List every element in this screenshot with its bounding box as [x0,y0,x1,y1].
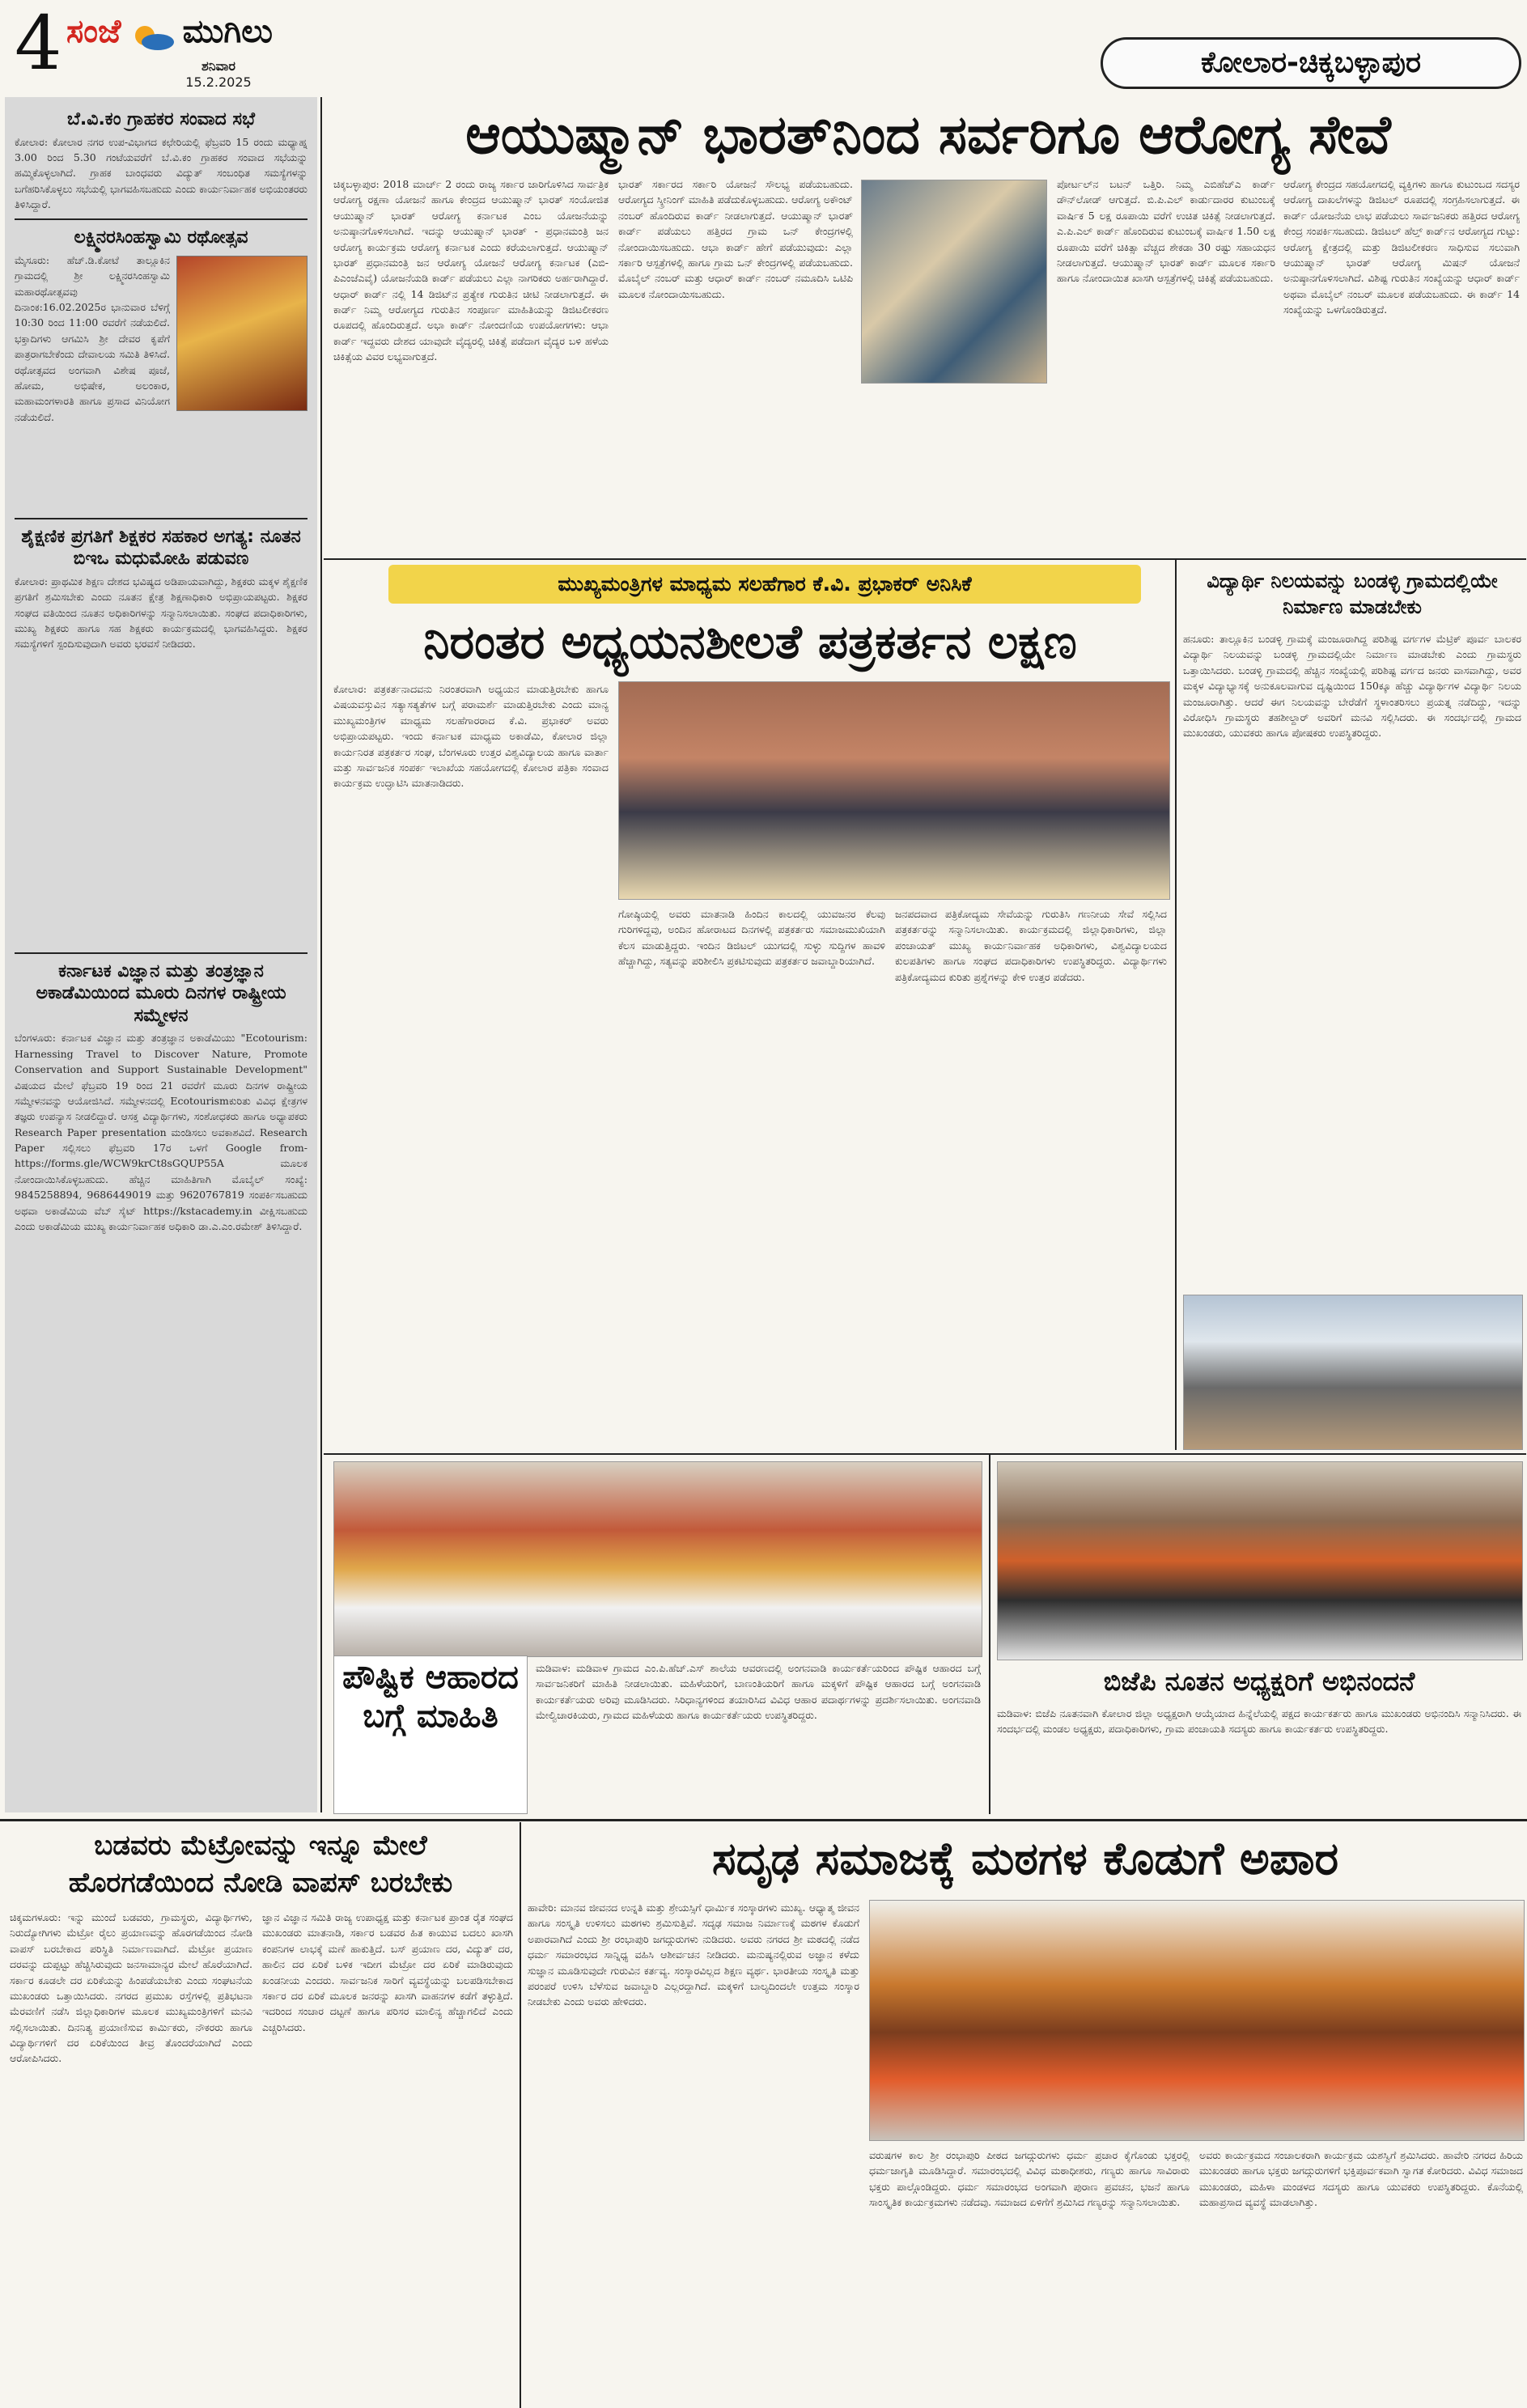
page-number: 4 [15,0,62,87]
bjp-body: ಮಡಿವಾಳ: ಬಿಜೆಪಿ ನೂತನವಾಗಿ ಕೋಲಾರ ಜಿಲ್ಲಾ ಅಧ್ಯಕ್ಷರಾಗಿ ಆಯ್ಕೆಯಾದ ಹಿನ್ನೆಲೆಯಲ್ಲಿ ಪಕ್ಷದ ಕಾರ್ಯಕರ್ತರು ಹಾಗೂ ಮುಖಂಡರು ಅಭಿನಂದಿಸಿ ಸನ್ಮಾನಿಸಿದರು. ಈ ಸಂದರ್ಭದಲ್ಲಿ ಮಂಡಲ ಅಧ್ಯಕ್ಷರು, ಪದಾಧಿಕಾರಿಗಳು, ಗ್ರಾಮ ಪಂಚಾಯತಿ ಸದಸ್ಯರು ಹಾಗೂ ಕಾರ್ಯಕರ್ತರು ಉಪಸ್ಥಿತರಿದ್ದರು. [997,1707,1521,1736]
issue-day: ಶನಿವಾರ [201,58,236,74]
column-rule [1175,560,1177,1450]
sun-cloud-icon [129,21,176,57]
math-col2: ವರುಷಗಳ ಕಾಲ ಶ್ರೀ ರಂಭಾಪುರಿ ಪೀಠದ ಜಗದ್ಗುರುಗಳು ಧರ್ಮ ಪ್ರಚಾರ ಕೈಗೊಂಡು ಭಕ್ತರಲ್ಲಿ ಧರ್ಮಜಾಗೃತಿ ಮೂಡಿಸಿದ್ದಾರೆ. ಸಮಾರಂಭದಲ್ಲಿ ವಿವಿಧ ಮಠಾಧೀಶರು, ಗಣ್ಯರು ಹಾಗೂ ಸಾವಿರಾರು ಭಕ್ತರು ಪಾಲ್ಗೊಂಡಿದ್ದರು. ಧರ್ಮ ಸಮಾರಂಭದ ಅಂಗವಾಗಿ ಪುರಾಣ ಪ್ರವಚನ, ಭಜನೆ ಹಾಗೂ ಸಾಂಸ್ಕೃತಿಕ ಕಾರ್ಯಕ್ರಮಗಳು ನಡೆದವು. ಸಮಾಜದ ಏಳಿಗೆಗೆ ಶ್ರಮಿಸಿದ ಗಣ್ಯರನ್ನು ಸನ್ಮಾನಿಸಲಾಯಿತು. [869,2149,1190,2209]
lead-col4: ಆರೋಗ್ಯ ಕೇಂದ್ರದ ಸಹಯೋಗದಲ್ಲಿ ವ್ಯಕ್ತಿಗಳು ಹಾಗೂ ಕುಟುಂಬದ ಸದಸ್ಯರ ಆರೋಗ್ಯ ದಾಖಲೆಗಳನ್ನು ಡಿಜಿಟಲ್ ರೂಪದಲ್ಲಿ ಸಂಗ್ರಹಿಸಲಾಗುತ್ತದೆ. ಈ ಕಾರ್ಡ್ ಯೋಜನೆಯ ಲಾಭ ಪಡೆಯಲು ಸಾರ್ವಜನಿಕರು ಹತ್ತಿರದ ಆರೋಗ್ಯ ಕೇಂದ್ರ ಸಂಪರ್ಕಿಸಬಹುದು. ಡಿಜಿಟಲ್ ಹೆಲ್ತ್ ಕಾರ್ಡ್‌ನ ಆರೋಗ್ಯದ ಗುಟ್ಟು: ಆರೋಗ್ಯ ಕ್ಷೇತ್ರದಲ್ಲಿ ಮತ್ತು ಡಿಜಿಟಲೀಕರಣ ಸಾಧಿಸುವ ಸಲುವಾಗಿ ಆಯುಷ್ಮಾನ್ ಭಾರತ್ ಆರೋಗ್ಯ ಮಿಷನ್ ಯೋಜನೆ ಅನುಷ್ಠಾನಗೊಳಿಸಲಾಗಿದೆ. ವಿಶಿಷ್ಟ ಗುರುತಿನ ಸಂಖ್ಯೆಯನ್ನು ಆಧಾರ್ ಕಾರ್ಡ್ ಅಥವಾ ಮೊಬೈಲ್ ನಂಬರ್ ಮೂಲಕ ಪಡೆಯಬಹುದು. ಈ ಕಾರ್ಡ್ 14 ಸಂಖ್ಯೆಯನ್ನು ಒಳಗೊಂಡಿರುತ್ತದೆ. [1283,178,1520,316]
bjp-headline: ಬಿಜೆಪಿ ನೂತನ ಅಧ್ಯಕ್ಷರಿಗೆ ಅಭಿನಂದನೆ [1103,1666,1415,1697]
lead-col2: ಭಾರತ್ ಸರ್ಕಾರದ ಸರ್ಕಾರಿ ಯೋಜನೆ ಸೌಲಭ್ಯ ಪಡೆಯಬಹುದು. ಆರೋಗ್ಯದ ಸ್ಕ್ರೀನಿಂಗ್ ಮಾಹಿತಿ ಪಡೆದುಕೊಳ್ಳಬಹುದು. ಆರೋಗ್ಯ ಅಕೌಂಟ್ ನಂಬರ್ ಹೊಂದಿರುವ ಕಾರ್ಡ್ ನೀಡಲಾಗುತ್ತದೆ. ಆಯುಷ್ಮಾನ್ ಭಾರತ್ ಕಾರ್ಡ್ ಪಡೆಯಲು ಹತ್ತಿರದ ಗ್ರಾಮ ಒನ್ ಕೇಂದ್ರಗಳಲ್ಲಿ ನೋಂದಾಯಿಸಬಹುದು. ಆಭಾ ಕಾರ್ಡ್ ಹೇಗೆ ಪಡೆಯುವುದು: ಎಲ್ಲಾ ಸರ್ಕಾರಿ ಆಸ್ಪತ್ರೆಗಳಲ್ಲಿ ಹಾಗೂ ಗ್ರಾಮ ಒನ್ ಕೇಂದ್ರಗಳಲ್ಲಿ ಪಡೆಯಬಹುದು. ಮೊಬೈಲ್ ನಂಬರ್ ಮತ್ತು ಆಧಾರ್ ಕಾರ್ಡ್ ನಂಬರ್ ನಮೂದಿಸಿ ಒಟಿಪಿ ಮೂಲಕ ನೋಂದಾಯಿಸಬಹುದು. [618,178,853,300]
horizontal-rule [0,1819,1527,1821]
sidebar-story2-body: ಮೈಸೂರು: ಹೆಚ್.ಡಿ.ಕೋಟೆ ತಾಲ್ಲೂಕಿನ ಗ್ರಾಮದಲ್ಲಿ ಶ್ರೀ ಲಕ್ಷ್ಮಿನರಸಿಂಹಸ್ವಾಮಿ ಮಹಾರಥೋತ್ಸವವು ದಿನಾಂಕ:16.02.2025ರ ಭಾನುವಾರ ಬೆಳಿಗ್ಗೆ 10:30 ರಿಂದ 11:00 ರವರೆಗೆ ನಡೆಯಲಿದೆ. ಭಕ್ತಾದಿಗಳು ಆಗಮಿಸಿ ಶ್ರೀ ದೇವರ ಕೃಪೆಗೆ ಪಾತ್ರರಾಗಬೇಕೆಂದು ದೇವಾಲಯ ಸಮಿತಿ ತಿಳಿಸಿದೆ. ರಥೋತ್ಸವದ ಅಂಗವಾಗಿ ವಿಶೇಷ ಪೂಜೆ, ಹೋಮ, ಅಭಿಷೇಕ, ಅಲಂಕಾರ, ಮಹಾಮಂಗಳಾರತಿ ಹಾಗೂ ಪ್ರಸಾದ ವಿನಿಯೋಗ ನಡೆಯಲಿದೆ. [15,253,170,423]
sidebar-story3-body: ಕೋಲಾರ: ಪ್ರಾಥಮಿಕ ಶಿಕ್ಷಣ ದೇಶದ ಭವಿಷ್ಯದ ಅಡಿಪಾಯವಾಗಿದ್ದು, ಶಿಕ್ಷಕರು ಮಕ್ಕಳ ಶೈಕ್ಷಣಿಕ ಪ್ರಗತಿಗೆ ಶ್ರಮಿಸಬೇಕು ಎಂದು ನೂತನ ಕ್ಷೇತ್ರ ಶಿಕ್ಷಣಾಧಿಕಾರಿ ಅಭಿಪ್ರಾಯಪಟ್ಟರು. ಶಿಕ್ಷಕರ ಸಂಘದ ವತಿಯಿಂದ ನೂತನ ಅಧಿಕಾರಿಗಳನ್ನು ಸನ್ಮಾನಿಸಲಾಯಿತು. ಸಂಘದ ಪದಾಧಿಕಾರಿಗಳು, ಮುಖ್ಯ ಶಿಕ್ಷಕರು ಹಾಗೂ ಸಹ ಶಿಕ್ಷಕರು ಕಾರ್ಯಕ್ರಮದಲ್ಲಿ ಭಾಗವಹಿಸಿದ್ದರು. ಶಿಕ್ಷಕರ ಸಮಸ್ಯೆಗಳಿಗೆ ಸ್ಪಂದಿಸುವುದಾಗಿ ಅವರು ಭರವಸೆ ನೀಡಿದರು. [15,574,308,651]
story2-kicker-text: ಮುಖ್ಯಮಂತ್ರಿಗಳ ಮಾಧ್ಯಮ ಸಲಹೆಗಾರ ಕೆ.ವಿ. ಪ್ರಭಾಕರ್ ಅನಿಸಿಕೆ [558,572,972,596]
sidebar-story4-body: ಬೆಂಗಳೂರು: ಕರ್ನಾಟಕ ವಿಜ್ಞಾನ ಮತ್ತು ತಂತ್ರಜ್ಞಾನ ಅಕಾಡೆಮಿಯು "Ecotourism: Harnessing Travel to Discover Nature, Promote Conservation and Support Sustainable Development" ವಿಷಯದ ಮೇಲೆ ಫೆಬ್ರವರಿ 19 ರಿಂದ 21 ರವರೆಗೆ ಮೂರು ದಿನಗಳ ರಾಷ್ಟ್ರೀಯ ಸಮ್ಮೇಳನವನ್ನು ಆಯೋಜಿಸಿದೆ. ಸಮ್ಮೇಳನದಲ್ಲಿ Ecotourismಕುರಿತು ವಿವಿಧ ಕ್ಷೇತ್ರಗಳ ತಜ್ಞರು ಉಪನ್ಯಾಸ ನೀಡಲಿದ್ದಾರೆ. ಆಸಕ್ತ ವಿದ್ಯಾರ್ಥಿಗಳು, ಸಂಶೋಧಕರು ಹಾಗೂ ಅಧ್ಯಾಪಕರು Research Paper presentation ಮಂಡಿಸಲು ಅವಕಾಶವಿದೆ. Research Paper ಸಲ್ಲಿಸಲು ಫೆಬ್ರವರಿ 17ರ ಒಳಗೆ Google from- https://forms.gle/WCW9krCt8sGQUP55A ಮೂಲಕ ನೋಂದಾಯಿಸಿಕೊಳ್ಳಬಹುದು. ಹೆಚ್ಚಿನ ಮಾಹಿತಿಗಾಗಿ ಮೊಬೈಲ್ ಸಂಖ್ಯೆ: 9845258894, 9686449019 ಮತ್ತು 9620767819 ಸಂಪರ್ಕಿಸಬಹುದು ಅಥವಾ ಅಕಾಡೆಮಿಯ ವೆಬ್ ಸೈಟ್ https://kstacademy.in ವೀಕ್ಷಿಸಬಹುದು ಎಂದು ಅಕಾಡೆಮಿಯ ಮುಖ್ಯ ಕಾರ್ಯನಿರ್ವಾಹಕ ಅಧಿಕಾರಿ ಡಾ.ಎ.ಎಂ.ರಮೇಶ್ ತಿಳಿಸಿದ್ದಾರೆ. [15,1032,308,1232]
right-story-photo [1183,1295,1523,1450]
masthead [0,0,1527,97]
story2-col2: ಗೋಷ್ಠಿಯಲ್ಲಿ ಅವರು ಮಾತನಾಡಿ ಹಿಂದಿನ ಕಾಲದಲ್ಲಿ ಯುವಜನರ ಕೆಲವು ಗುರಿಗಳಿದ್ದವು, ಅಂದಿನ ಹೋರಾಟದ ದಿನಗಳಲ್ಲಿ ಪತ್ರಕರ್ತರು ಸಮಾಜಮುಖಿಯಾಗಿ ಕೆಲಸ ಮಾಡುತ್ತಿದ್ದರು. ಇಂದಿನ ಡಿಜಿಟಲ್ ಯುಗದಲ್ಲಿ ಸುಳ್ಳು ಸುದ್ದಿಗಳ ಹಾವಳಿ ಹೆಚ್ಚಾಗಿದ್ದು, ಸತ್ಯವನ್ನು ಪರಿಶೀಲಿಸಿ ಪ್ರಕಟಿಸುವುದು ಪತ್ರಕರ್ತರ ಜವಾಬ್ದಾರಿಯಾಗಿದೆ. [618,908,885,968]
section-name: ಕೋಲಾರ-ಚಿಕ್ಕಬಳ್ಳಾಪುರ [1200,46,1422,79]
lead-headline: ಆಯುಷ್ಮಾನ್ ಭಾರತ್‌ನಿಂದ ಸರ್ವರಿಗೂ ಆರೋಗ್ಯ ಸೇವೆ [465,104,1391,166]
lead-col2-wrap [618,176,1047,542]
lead-col3: ಪೋರ್ಟಲ್‌ನ ಬಟನ್ ಒತ್ತಿರಿ. ನಿಮ್ಮ ಎಬಿಹೆಚ್ಎ ಕಾರ್ಡ್ ಡೌನ್‌ಲೋಡ್ ಆಗುತ್ತದೆ. ಬಿ.ಪಿ.ಎಲ್ ಕಾರ್ಡುದಾರರ ಕುಟುಂಬಕ್ಕೆ ವಾರ್ಷಿಕ 5 ಲಕ್ಷ ರೂಪಾಯಿ ವರೆಗೆ ಉಚಿತ ಚಿಕಿತ್ಸೆ ನೀಡಲಾಗುತ್ತದೆ. ಎ.ಪಿ.ಎಲ್ ಕಾರ್ಡ್ ಹೊಂದಿರುವ ಕುಟುಂಬಕ್ಕೆ ವಾರ್ಷಿಕ 1.50 ಲಕ್ಷ ರೂಪಾಯಿ ವರೆಗೆ ಚಿಕಿತ್ಸಾ ವೆಚ್ಚದ ಶೇಕಡಾ 30 ರಷ್ಟು ಸಹಾಯಧನ ನೀಡಲಾಗುತ್ತದೆ. ಆಯುಷ್ಮಾನ್ ಭಾರತ್ ಕಾರ್ಡ್ ಮೂಲಕ ಸರ್ಕಾರಿ ಹಾಗೂ ನೋಂದಾಯಿತ ಖಾಸಗಿ ಆಸ್ಪತ್ರೆಗಳಲ್ಲಿ ಚಿಕಿತ್ಸೆ ಪಡೆಯಬಹುದು. [1057,178,1275,285]
story2-col3: ಜನಪದವಾದ ಪತ್ರಿಕೋದ್ಯಮ ಸೇವೆಯನ್ನು ಗುರುತಿಸಿ ಗಣನೀಯ ಸೇವೆ ಸಲ್ಲಿಸಿದ ಪತ್ರಕರ್ತರನ್ನು ಸನ್ಮಾನಿಸಲಾಯಿತು. ಕಾರ್ಯಕ್ರಮದಲ್ಲಿ ಜಿಲ್ಲಾಧಿಕಾರಿಗಳು, ಜಿಲ್ಲಾ ಪಂಚಾಯತ್ ಮುಖ್ಯ ಕಾರ್ಯನಿರ್ವಾಹಕ ಅಧಿಕಾರಿಗಳು, ವಿಶ್ವವಿದ್ಯಾಲಯದ ಕುಲಪತಿಗಳು ಹಾಗೂ ಸಂಘದ ಪದಾಧಿಕಾರಿಗಳು ಉಪಸ್ಥಿತರಿದ್ದರು. ವಿದ್ಯಾರ್ಥಿಗಳು ಪತ್ರಿಕೋದ್ಯಮದ ಕುರಿತು ಪ್ರಶ್ನೆಗಳನ್ನು ಕೇಳಿ ಉತ್ತರ ಪಡೆದರು. [895,908,1167,983]
column-rule [989,1455,990,1814]
math-col3: ಅವರು ಕಾರ್ಯಕ್ರಮದ ಸಂಚಾಲಕರಾಗಿ ಕಾರ್ಯಕ್ರಮ ಯಶಸ್ವಿಗೆ ಶ್ರಮಿಸಿದರು. ಹಾವೇರಿ ನಗರದ ಹಿರಿಯ ಮುಖಂಡರು ಹಾಗೂ ಭಕ್ತರು ಜಗದ್ಗುರುಗಳಿಗೆ ಭಕ್ತಿಪೂರ್ವಕವಾಗಿ ಸ್ವಾಗತ ಕೋರಿದರು. ವಿವಿಧ ಸಮಾಜದ ಮುಖಂಡರು, ಮಹಿಳಾ ಮಂಡಳದ ಸದಸ್ಯರು ಹಾಗೂ ಯುವಕರು ಉಪಸ್ಥಿತರಿದ್ದರು. ಕೊನೆಯಲ್ಲಿ ಮಹಾಪ್ರಸಾದ ವ್ಯವಸ್ಥೆ ಮಾಡಲಾಗಿತ್ತು. [1199,2149,1523,2209]
story2-headline: ನಿರಂತರ ಅಧ್ಯಯನಶೀಲತೆ ಪತ್ರಕರ್ತನ ಲಕ್ಷಣ [423,614,1077,669]
divider [15,952,308,954]
column-rule [320,97,322,1812]
sidebar-story1-headline: ಬೆ.ವಿ.ಕಂ ಗ್ರಾಹಕರ ಸಂವಾದ ಸಭೆ [67,109,255,129]
story2-col1: ಕೋಲಾರ: ಪತ್ರಕರ್ತನಾದವನು ನಿರಂತರವಾಗಿ ಅಧ್ಯಯನ ಮಾಡುತ್ತಿರಬೇಕು ಹಾಗೂ ವಿಷಯವಸ್ತುವಿನ ಸತ್ಯಾಸತ್ಯತೆಗಳ ಬಗ್ಗೆ ಪರಾಮರ್ಶೆ ಮಾಡುತ್ತಿರಬೇಕು ಎಂದು ಮಾನ್ಯ ಮುಖ್ಯಮಂತ್ರಿಗಳ ಮಾಧ್ಯಮ ಸಲಹೆಗಾರರಾದ ಕೆ.ವಿ. ಪ್ರಭಾಕರ್ ಅವರು ಅಭಿಪ್ರಾಯಪಟ್ಟರು. ಇಂದು ಕರ್ನಾಟಕ ಮಾಧ್ಯಮ ಅಕಾಡೆಮಿ, ಕೋಲಾರ ಜಿಲ್ಲಾ ಕಾರ್ಯನಿರತ ಪತ್ರಕರ್ತರ ಸಂಘ, ಬೆಂಗಳೂರು ಉತ್ತರ ವಿಶ್ವವಿದ್ಯಾಲಯ ಹಾಗೂ ವಾರ್ತಾ ಮತ್ತು ಸಾರ್ವಜನಿಕ ಸಂಪರ್ಕ ಇಲಾಖೆಯ ಸಹಯೋಗದಲ್ಲಿ ಕೋಲಾರ ಪತ್ರಿಕಾ ಸಂವಾದ ಕಾರ್ಯಕ್ರಮ ಉದ್ಘಾಟಿಸಿ ಮಾತನಾಡಿದರು. [333,683,609,790]
paper-logo [66,13,333,61]
sidebar-story2-headline: ಲಕ್ಷ್ಮಿನರಸಿಂಹಸ್ವಾಮಿ ರಥೋತ್ಸವ [74,227,248,248]
nutrition-title: ಪೌಷ್ಟಿಕ ಆಹಾರದ ಬಗ್ಗೆ ಮಾಹಿತಿ [342,1659,519,1735]
metro-body: ಚಿಕ್ಕಮಗಳೂರು: ಇನ್ನು ಮುಂದೆ ಬಡವರು, ಗ್ರಾಮಸ್ಥರು, ವಿದ್ಯಾರ್ಥಿಗಳು, ನಿರುದ್ಯೋಗಿಗಳು ಮೆಟ್ರೋ ರೈಲು ಪ್ರಯಾಣವನ್ನು ಹೊರಗಡೆಯಿಂದ ನೋಡಿ ವಾಪಸ್ ಬರಬೇಕಾದ ಪರಿಸ್ಥಿತಿ ನಿರ್ಮಾಣವಾಗಿದೆ. ಮೆಟ್ರೋ ಪ್ರಯಾಣ ದರವನ್ನು ದುಪ್ಪಟ್ಟು ಹೆಚ್ಚಿಸಿರುವುದು ಜನಸಾಮಾನ್ಯರ ಮೇಲೆ ಹೊರೆಯಾಗಿದೆ. ಸರ್ಕಾರ ಕೂಡಲೇ ದರ ಏರಿಕೆಯನ್ನು ಹಿಂಪಡೆಯಬೇಕು ಎಂದು ಸಂಘಟನೆಯ ಮುಖಂಡರು ಒತ್ತಾಯಿಸಿದರು. ನಗರದ ಪ್ರಮುಖ ರಸ್ತೆಗಳಲ್ಲಿ ಪ್ರತಿಭಟನಾ ಮೆರವಣಿಗೆ ನಡೆಸಿ ಜಿಲ್ಲಾಧಿಕಾರಿಗಳ ಮೂಲಕ ಮುಖ್ಯಮಂತ್ರಿಗಳಿಗೆ ಮನವಿ ಸಲ್ಲಿಸಲಾಯಿತು. ದಿನನಿತ್ಯ ಪ್ರಯಾಣಿಸುವ ಕಾರ್ಮಿಕರು, ನೌಕರರು ಹಾಗೂ ವಿದ್ಯಾರ್ಥಿಗಳಿಗೆ ದರ ಏರಿಕೆಯಿಂದ ತೀವ್ರ ತೊಂದರೆಯಾಗಿದೆ ಎಂದು ಆರೋಪಿಸಿದರು. [10,1911,252,2065]
math-photo [869,1900,1525,2141]
paper-name-part1: ಸಂಜೆ [66,13,121,50]
section-tag [1101,37,1521,89]
divider [15,218,308,220]
column-rule [520,1822,521,2408]
math-headline: ಸದೃಢ ಸಮಾಜಕ್ಕೆ ಮಠಗಳ ಕೊಡುಗೆ ಅಪಾರ [711,1833,1339,1885]
metro-headline-2: ಹೊರಗಡೆಯಿಂದ ನೋಡಿ ವಾಪಸ್ ಬರಬೇಕು [68,1867,453,1899]
story2-kicker [388,565,1141,604]
sidebar-story3-headline: ಶೈಕ್ಷಣಿಕ ಪ್ರಗತಿಗೆ ಶಿಕ್ಷಕರ ಸಹಕಾರ ಅಗತ್ಯ: ನೂತನ ಬಿಇಒ ಮಧುಮೋಹಿ ಪಡುವಣ [21,526,301,570]
nutrition-body: ಮಡಿವಾಳ: ಮಡಿವಾಳ ಗ್ರಾಮದ ಎಂ.ಪಿ.ಹೆಚ್.ಎಸ್ ಶಾಲೆಯ ಆವರಣದಲ್ಲಿ ಅಂಗನವಾಡಿ ಕಾರ್ಯಕರ್ತೆಯರಿಂದ ಪೌಷ್ಟಿಕ ಆಹಾರದ ಬಗ್ಗೆ ಸಾರ್ವಜನಿಕರಿಗೆ ಮಾಹಿತಿ ನೀಡಲಾಯಿತು. ಮಹಿಳೆಯರಿಗೆ, ಬಾಣಂತಿಯರಿಗೆ ಹಾಗೂ ಮಕ್ಕಳಿಗೆ ಪೌಷ್ಟಿಕ ಆಹಾರದ ಬಗ್ಗೆ ಅಂಗನವಾಡಿ ಕಾರ್ಯಕರ್ತೆಯರು ಅರಿವು ಮೂಡಿಸಿದರು. ಸಿರಿಧಾನ್ಯಗಳಿಂದ ತಯಾರಿಸಿದ ವಿವಿಧ ಆಹಾರ ಪದಾರ್ಥಗಳನ್ನು ಪ್ರದರ್ಶಿಸಲಾಯಿತು. ಅಂಗನವಾಡಿ ಮೇಲ್ವಿಚಾರಕಿಯರು, ಗ್ರಾಮದ ಮಹಿಳೆಯರು ಹಾಗೂ ಕಾರ್ಯಕರ್ತೆಯರು ಉಪಸ್ಥಿತರಿದ್ದರು. [536,1662,981,1722]
sidebar-story4-headline: ಕರ್ನಾಟಕ ವಿಜ್ಞಾನ ಮತ್ತು ತಂತ್ರಜ್ಞಾನ ಅಕಾಡೆಮಿಯಿಂದ ಮೂರು ದಿನಗಳ ರಾಷ್ಟ್ರೀಯ ಸಮ್ಮೇಳನ [36,960,286,1026]
lead-col1: ಚಿಕ್ಕಬಳ್ಳಾಪುರ: 2018 ಮಾರ್ಚ್ 2 ರಂದು ರಾಜ್ಯ ಸರ್ಕಾರ ಜಾರಿಗೊಳಿಸಿದ ಸಾರ್ವತ್ರಿಕ ಆರೋಗ್ಯ ರಕ್ಷಣಾ ಯೋಜನೆ ಹಾಗೂ ಕೇಂದ್ರದ ಆಯುಷ್ಮಾನ್ ಭಾರತ್ ಸಂಯೋಜಿತ ಆಯುಷ್ಮಾನ್ ಭಾರತ್ ಆರೋಗ್ಯ ಕರ್ನಾಟಕ ಎಂಬ ಯೋಜನೆಯನ್ನು ಅನುಷ್ಠಾನಗೊಳಿಸಲಾಗಿದೆ. ಇದನ್ನು ಆಯುಷ್ಮಾನ್ ಭಾರತ್ - ಪ್ರಧಾನಮಂತ್ರಿ ಜನ ಆರೋಗ್ಯ ಕಾರ್ಯಕ್ರಮ ಆರೋಗ್ಯ ಕರ್ನಾಟಕ ಎಂದು ಕರೆಯಲಾಗುತ್ತದೆ. ಆಯುಷ್ಮಾನ್ ಭಾರತ್ ಪ್ರಧಾನಮಂತ್ರಿ ಜನ ಆರೋಗ್ಯ ಯೋಜನೆ ಆರೋಗ್ಯ ಕರ್ನಾಟಕ (ಎಬಿ-ಪಿಎಂಜೆಎವೈ) ಯೋಜನೆಯಡಿ ಕಾರ್ಡ್ ಪಡೆಯಲು ಎಲ್ಲಾ ನಾಗರಿಕರು ಅರ್ಹರಾಗಿದ್ದಾರೆ. ಆಧಾರ್ ಕಾರ್ಡ್ ನಲ್ಲಿ 14 ಡಿಜಿಟ್‌ನ ಪ್ರತ್ಯೇಕ ಗುರುತಿನ ಚೀಟಿ ನೀಡಲಾಗುತ್ತದೆ. ಈ ಕಾರ್ಡ್ ನಿಮ್ಮ ಆರೋಗ್ಯದ ಗುರುತಿನ ಸಂಪೂರ್ಣ ಮಾಹಿತಿಯನ್ನು ಡಿಜಿಟಲೀಕರಣ ರೂಪದಲ್ಲಿ ಹೊಂದಿರುತ್ತದೆ. ಅಭಾ ಕಾರ್ಡ್ ನೋಂದಣಿಯ ಉಪಯೋಗಗಳು: ಆಭಾ ಕಾರ್ಡ್ ಇದ್ದವರು ದೇಶದ ಯಾವುದೇ ವೈದ್ಯರಲ್ಲಿ ಚಿಕಿತ್ಸೆ ಪಡೆದಾಗ ವೈದ್ಯರ ಬಳಿ ಹಳೆಯ ಚಿಕಿತ್ಸೆಯ ವಿವರ ಲಭ್ಯವಾಗುತ್ತದೆ. [333,178,609,363]
sidebar-story1-body: ಕೋಲಾರ: ಕೋಲಾರ ನಗರ ಉಪ-ವಿಭಾಗದ ಕಛೇರಿಯಲ್ಲಿ ಫೆಬ್ರವರಿ 15 ರಂದು ಮಧ್ಯಾಹ್ನ 3.00 ರಿಂದ 5.30 ಗಂಟೆಯವರೆಗೆ ಬೆ.ವಿ.ಕಂ ಗ್ರಾಹಕರ ಸಂವಾದ ಸಭೆಯನ್ನು ಹಮ್ಮಿಕೊಳ್ಳಲಾಗಿದೆ. ಗ್ರಾಹಕ ಬಾಂಧವರು ವಿದ್ಯುತ್ ಸಂಬಂಧಿತ ಸಮಸ್ಯೆಗಳನ್ನು ಬಗೆಹರಿಸಿಕೊಳ್ಳಲು ಸಭೆಯಲ್ಲಿ ಭಾಗವಹಿಸಬಹುದು ಎಂದು ಕಾರ್ಯನಿರ್ವಾಹಕ ಅಭಿಯಂತರರು ತಿಳಿಸಿದ್ದಾರೆ. [15,135,308,210]
bjp-photo [997,1461,1523,1660]
metro-body2: ಜ್ಞಾನ ವಿಜ್ಞಾನ ಸಮಿತಿ ರಾಜ್ಯ ಉಪಾಧ್ಯಕ್ಷ ಮತ್ತು ಕರ್ನಾಟಕ ಪ್ರಾಂತ ರೈತ ಸಂಘದ ಮುಖಂಡರು ಮಾತನಾಡಿ, ಸರ್ಕಾರ ಬಡವರ ಹಿತ ಕಾಯುವ ಬದಲು ಖಾಸಗಿ ಕಂಪನಿಗಳ ಲಾಭಕ್ಕೆ ಮಣೆ ಹಾಕುತ್ತಿದೆ. ಬಸ್ ಪ್ರಯಾಣ ದರ, ವಿದ್ಯುತ್ ದರ, ಹಾಲಿನ ದರ ಏರಿಕೆ ಬಳಿಕ ಇದೀಗ ಮೆಟ್ರೋ ದರ ಏರಿಕೆ ಮಾಡಿರುವುದು ಖಂಡನೀಯ ಎಂದರು. ಸಾರ್ವಜನಿಕ ಸಾರಿಗೆ ವ್ಯವಸ್ಥೆಯನ್ನು ಬಲಪಡಿಸಬೇಕಾದ ಸರ್ಕಾರ ದರ ಏರಿಕೆ ಮೂಲಕ ಜನರನ್ನು ಖಾಸಗಿ ವಾಹನಗಳ ಕಡೆಗೆ ತಳ್ಳುತ್ತಿದೆ. ಇದರಿಂದ ಸಂಚಾರ ದಟ್ಟಣೆ ಹಾಗೂ ಪರಿಸರ ಮಾಲಿನ್ಯ ಹೆಚ್ಚಾಗಲಿದೆ ಎಂದು ಎಚ್ಚರಿಸಿದರು. [262,1911,513,2033]
horizontal-rule [324,558,1526,560]
nutrition-photo [333,1461,982,1657]
lead-photo [861,180,1047,384]
horizontal-rule [324,1453,1526,1455]
math-col1: ಹಾವೇರಿ: ಮಾನವ ಜೀವನದ ಉನ್ನತಿ ಮತ್ತು ಶ್ರೇಯಸ್ಸಿಗೆ ಧಾರ್ಮಿಕ ಸಂಸ್ಕಾರಗಳು ಮುಖ್ಯ. ಆಧ್ಯಾತ್ಮ ಜೀವನ ಹಾಗೂ ಸಂಸ್ಕೃತಿ ಉಳಿಸಲು ಮಠಗಳು ಶ್ರಮಿಸುತ್ತಿವೆ. ಸದೃಢ ಸಮಾಜ ನಿರ್ಮಾಣಕ್ಕೆ ಮಠಗಳ ಕೊಡುಗೆ ಅಪಾರವಾಗಿದೆ ಎಂದು ಶ್ರೀ ರಂಭಾಪುರಿ ಜಗದ್ಗುರುಗಳು ನುಡಿದರು. ಅವರು ನಗರದ ಶ್ರೀ ಮಠದಲ್ಲಿ ನಡೆದ ಧರ್ಮ ಸಮಾರಂಭದ ಸಾನ್ನಿಧ್ಯ ವಹಿಸಿ ಆಶೀರ್ವಚನ ನೀಡಿದರು. ಮನುಷ್ಯನಲ್ಲಿರುವ ಅಜ್ಞಾನ ಕಳೆದು ಸುಜ್ಞಾನ ಮೂಡಿಸುವುದೇ ಗುರುವಿನ ಕರ್ತವ್ಯ. ಸಂಸ್ಕಾರವಿಲ್ಲದ ಶಿಕ್ಷಣ ವ್ಯರ್ಥ. ಭಾರತೀಯ ಸಂಸ್ಕೃತಿ ಮತ್ತು ಪರಂಪರೆ ಉಳಿಸಿ ಬೆಳೆಸುವ ಜವಾಬ್ದಾರಿ ಎಲ್ಲರದ್ದಾಗಿದೆ. ಮಕ್ಕಳಿಗೆ ಬಾಲ್ಯದಿಂದಲೇ ಉತ್ತಮ ಸಂಸ್ಕಾರ ನೀಡಬೇಕು ಎಂದು ಅವರು ಹೇಳಿದರು. [528,1901,859,2008]
right-story-headline: ವಿದ್ಯಾರ್ಥಿ ನಿಲಯವನ್ನು ಬಂಡಳ್ಳಿ ಗ್ರಾಮದಲ್ಲಿಯೇ ನಿರ್ಮಾಣ ಮಾಡಬೇಕು [1207,570,1498,619]
metro-headline-1: ಬಡವರು ಮೆಟ್ರೋವನ್ನು ಇನ್ನೂ ಮೇಲೆ [94,1829,427,1862]
story2-photo [618,681,1170,900]
nutrition-title-box [333,1656,528,1814]
divider [15,518,308,519]
issue-date: 15.2.2025 [185,74,252,90]
left-sidebar [5,97,317,1812]
right-story-body: ಹನೂರು: ತಾಲ್ಲೂಕಿನ ಬಂಡಳ್ಳಿ ಗ್ರಾಮಕ್ಕೆ ಮಂಜೂರಾಗಿದ್ದ ಪರಿಶಿಷ್ಟ ವರ್ಗಗಳ ಮೆಟ್ರಿಕ್ ಪೂರ್ವ ಬಾಲಕರ ವಿದ್ಯಾರ್ಥಿ ನಿಲಯವನ್ನು ಬಂಡಳ್ಳಿ ಗ್ರಾಮದಲ್ಲಿಯೇ ನಿರ್ಮಾಣ ಮಾಡಬೇಕು ಎಂದು ಗ್ರಾಮಸ್ಥರು ಒತ್ತಾಯಿಸಿದರು. ಬಂಡಳ್ಳಿ ಗ್ರಾಮದಲ್ಲಿ ಹೆಚ್ಚಿನ ಸಂಖ್ಯೆಯಲ್ಲಿ ಪರಿಶಿಷ್ಟ ವರ್ಗದ ಜನರು ವಾಸವಾಗಿದ್ದು, ಅವರ ಮಕ್ಕಳ ವಿದ್ಯಾಭ್ಯಾಸಕ್ಕೆ ಅನುಕೂಲವಾಗುವ ದೃಷ್ಟಿಯಿಂದ 150ಕ್ಕೂ ಹೆಚ್ಚು ವಿದ್ಯಾರ್ಥಿಗಳ ವಿದ್ಯಾರ್ಥಿ ನಿಲಯ ಮಂಜೂರಾಗಿತ್ತು. ಆದರೆ ಈಗ ನಿಲಯವನ್ನು ಬೇರೆಡೆಗೆ ಸ್ಥಳಾಂತರಿಸಲು ಪ್ರಯತ್ನ ನಡೆದಿದ್ದು, ಇದನ್ನು ವಿರೋಧಿಸಿ ಗ್ರಾಮಸ್ಥರು ತಹಶೀಲ್ದಾರ್ ಅವರಿಗೆ ಮನವಿ ಸಲ್ಲಿಸಿದರು. ಈ ಸಂದರ್ಭದಲ್ಲಿ ಗ್ರಾಮದ ಮುಖಂಡರು, ಯುವಕರು ಹಾಗೂ ಪೋಷಕರು ಉಪಸ್ಥಿತರಿದ್ದರು. [1183,633,1521,740]
paper-name-part2: ಮುಗಿಲು [182,13,273,50]
deity-photo [176,256,308,411]
